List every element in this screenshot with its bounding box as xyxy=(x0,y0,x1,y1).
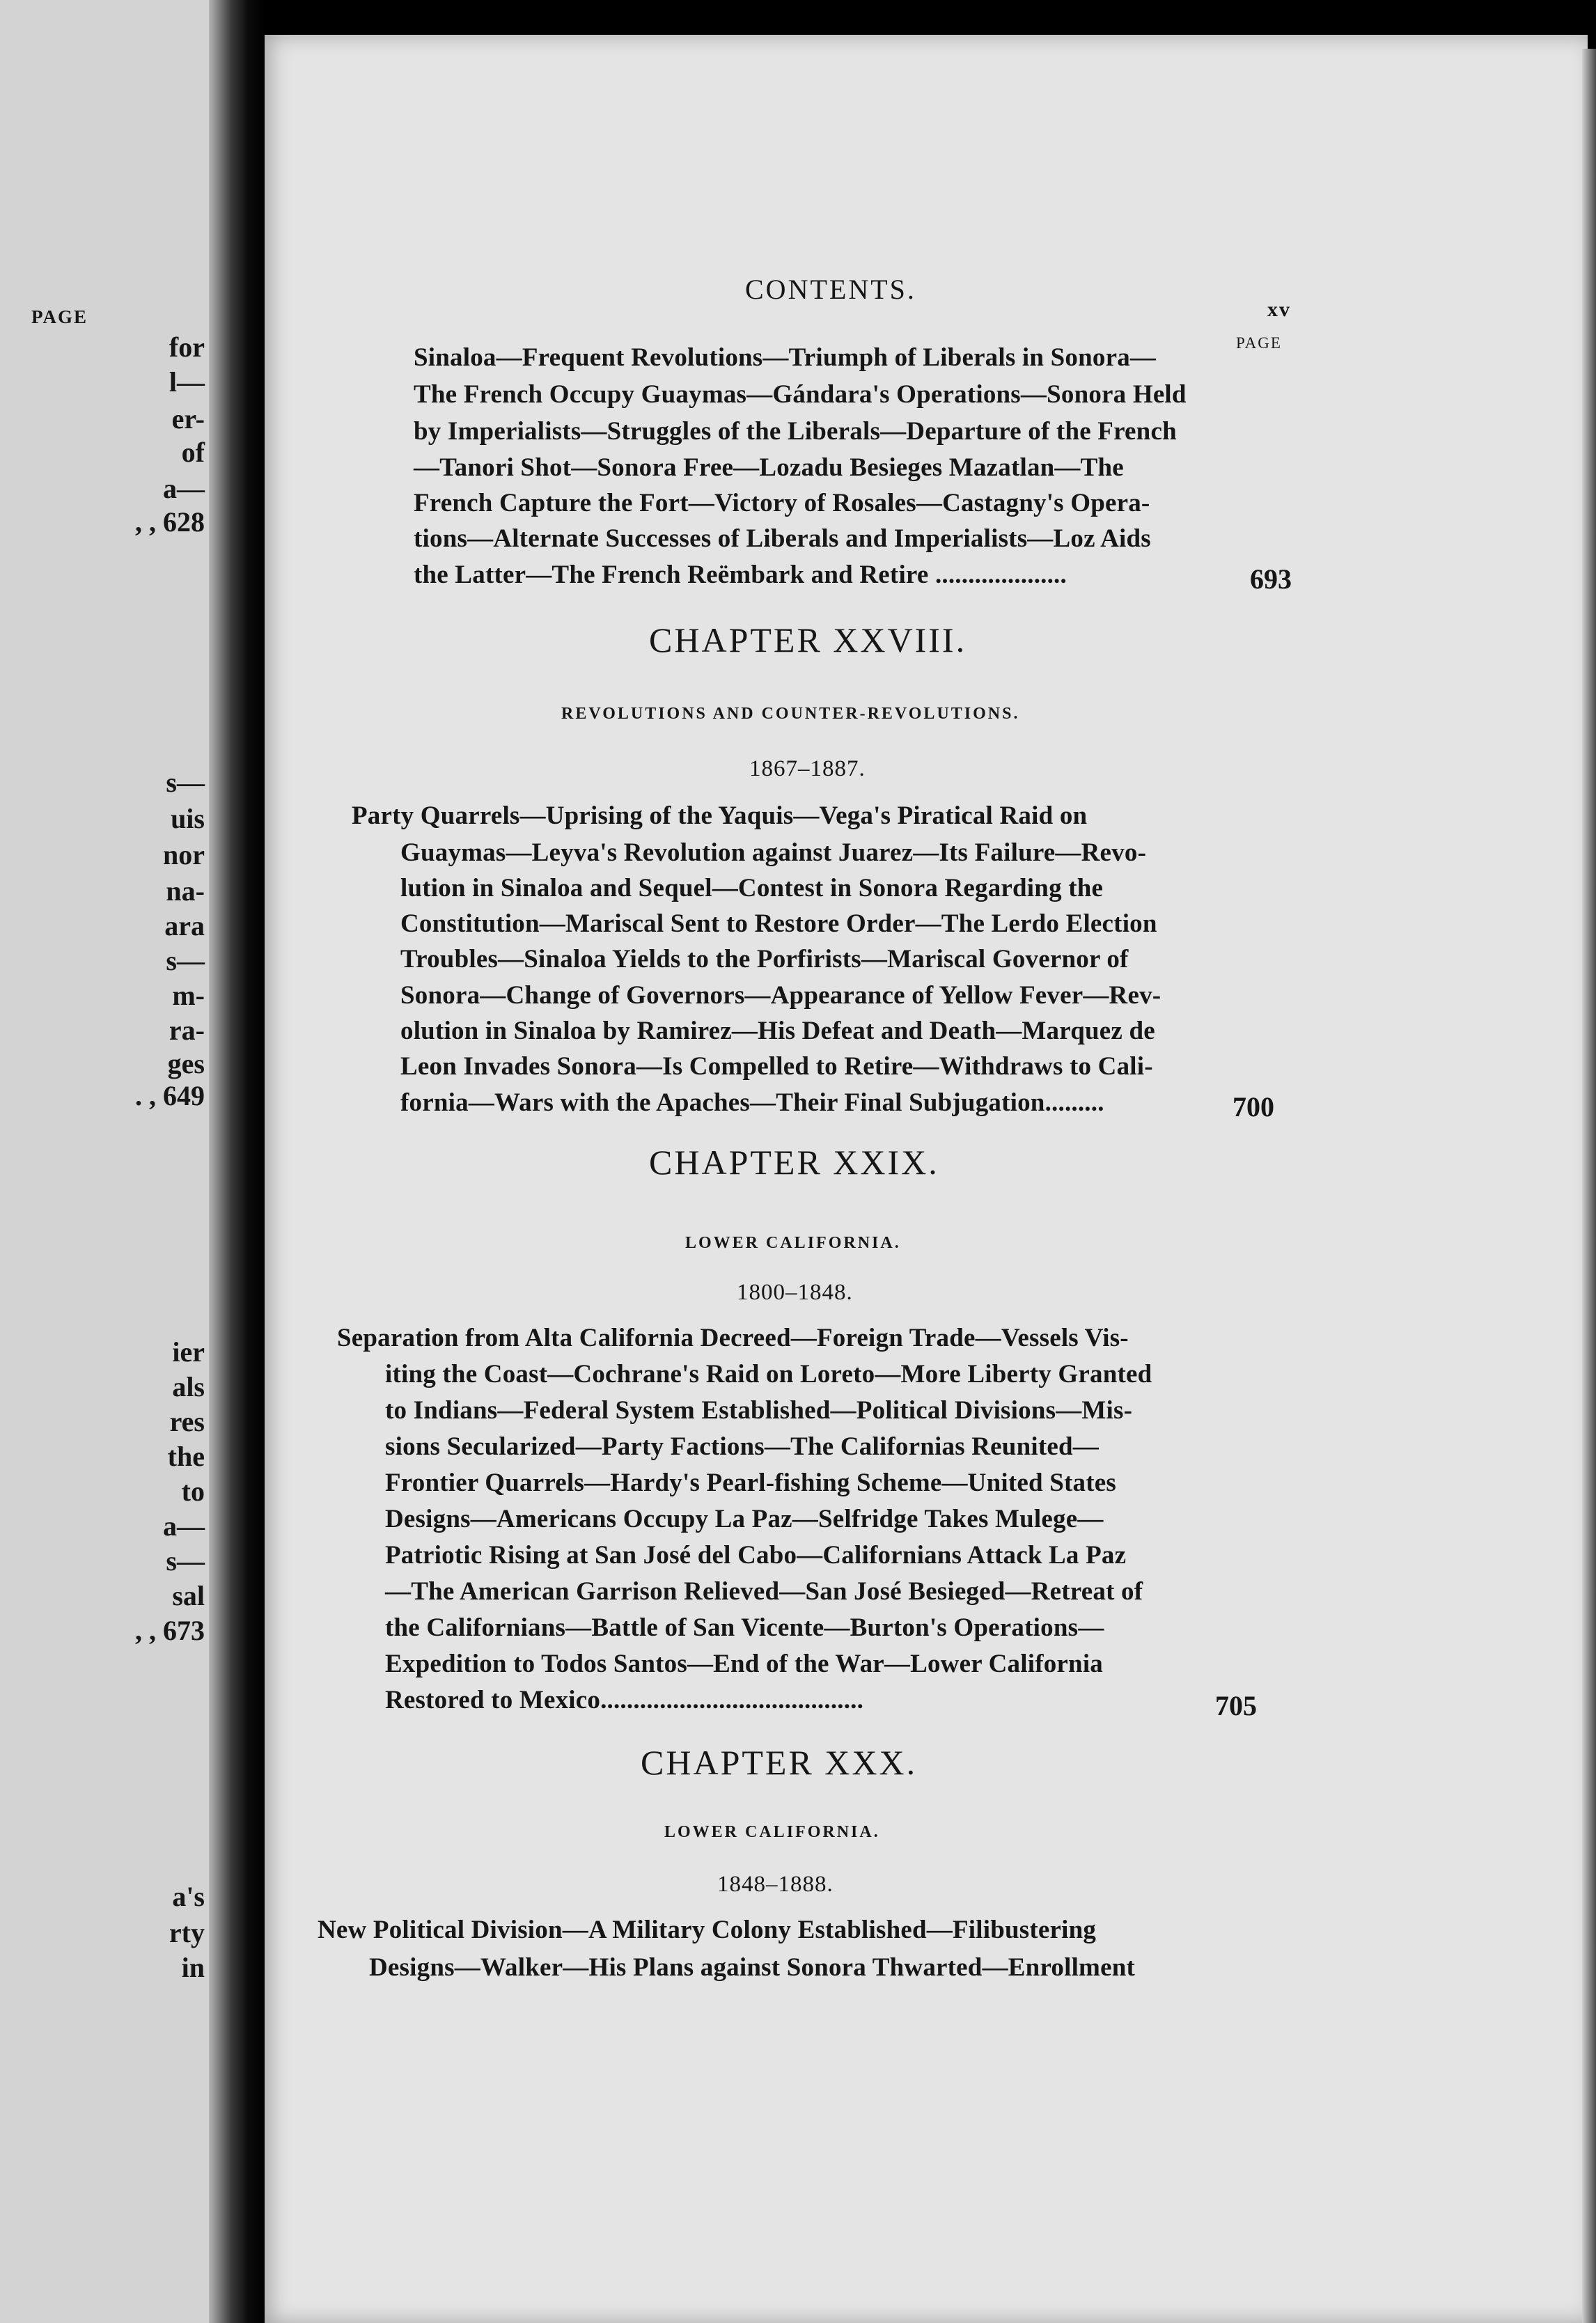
left-fragment: ra- xyxy=(169,1015,205,1046)
left-page-label: PAGE xyxy=(31,306,88,327)
entry-line: sions Secularized—Party Factions—The Californias Reunited— xyxy=(385,1432,1099,1461)
page-number: 705 xyxy=(1215,1690,1257,1721)
left-fragment: s— xyxy=(166,1545,205,1577)
chapter-heading: CHAPTER XXIX. xyxy=(649,1143,939,1182)
left-fragment: for xyxy=(169,331,205,363)
entry-line: the Latter—The French Reëmbark and Retire .................... xyxy=(414,561,1067,589)
entry-line: Party Quarrels—Uprising of the Yaquis—Vega's Piratical Raid on xyxy=(352,801,1088,830)
left-fragment: a— xyxy=(163,1510,205,1542)
entry-line: French Capture the Fort—Victory of Rosales—Castagny's Opera- xyxy=(414,489,1150,517)
entry-line: fornia—Wars with the Apaches—Their Final Subjugation......... xyxy=(400,1088,1104,1117)
left-fragment: in xyxy=(181,1952,205,1983)
entry-line: Leon Invades Sonora—Is Compelled to Retire—Withdraws to Cali- xyxy=(400,1052,1153,1081)
entry-line: olution in Sinaloa by Ramirez—His Defeat and Death—Marquez de xyxy=(400,1017,1155,1045)
left-fragment: na- xyxy=(166,875,205,907)
entry-line: Sonora—Change of Governors—Appearance of Yellow Fever—Rev- xyxy=(400,981,1161,1010)
left-fragment: sal xyxy=(172,1580,205,1611)
entry-line: Restored to Mexico........................................ xyxy=(385,1686,864,1714)
left-fragment: . , 649 xyxy=(135,1080,205,1111)
left-fragment: a's xyxy=(172,1881,205,1912)
left-fragment: s— xyxy=(166,767,205,798)
chapter-dates: 1867–1887. xyxy=(749,756,866,781)
left-fragment: als xyxy=(172,1371,205,1402)
left-fragment: uis xyxy=(171,803,205,834)
chapter-subtitle: REVOLUTIONS AND COUNTER-REVOLUTIONS. xyxy=(561,705,1020,723)
left-fragment: , , 628 xyxy=(135,506,205,538)
entry-line: Frontier Quarrels—Hardy's Pearl-fishing Scheme—United States xyxy=(385,1469,1116,1497)
entry-line: New Political Division—A Military Colony Established—Filibustering xyxy=(318,1916,1097,1944)
entry-line: the Californians—Battle of San Vicente—Burton's Operations— xyxy=(385,1613,1104,1642)
left-fragment: m- xyxy=(172,980,205,1011)
left-fragment: of xyxy=(181,437,205,468)
chapter-dates: 1800–1848. xyxy=(737,1280,853,1305)
chapter-subtitle: LOWER CALIFORNIA. xyxy=(685,1234,901,1252)
entry-line: by Imperialists—Struggles of the Liberals—Departure of the French xyxy=(414,417,1177,446)
page-number: 700 xyxy=(1233,1091,1274,1123)
left-fragment: ges xyxy=(167,1048,205,1079)
page-column-label: PAGE xyxy=(1236,334,1282,352)
chapter-heading: CHAPTER XXVIII. xyxy=(649,620,967,659)
entry-line: Troubles—Sinaloa Yields to the Porfirists—Mariscal Governor of xyxy=(400,945,1129,973)
left-fragment: the xyxy=(167,1441,205,1472)
left-facing-page xyxy=(0,0,209,2323)
entry-line: Constitution—Mariscal Sent to Restore Order—The Lerdo Election xyxy=(400,909,1157,938)
running-head: CONTENTS. xyxy=(745,274,916,305)
page-number: 693 xyxy=(1250,563,1292,595)
entry-line: tions—Alternate Successes of Liberals and Imperialists—Loz Aids xyxy=(414,524,1151,553)
left-fragment: ier xyxy=(172,1336,205,1368)
left-fragment: a— xyxy=(163,473,205,504)
left-fragment: res xyxy=(169,1406,205,1437)
entry-line: Separation from Alta California Decreed—Foreign Trade—Vessels Vis- xyxy=(337,1324,1129,1352)
entry-line: The French Occupy Guaymas—Gándara's Operations—Sonora Held xyxy=(414,380,1187,409)
entry-line: Sinaloa—Frequent Revolutions—Triumph of Liberals in Sonora— xyxy=(414,343,1157,372)
folio: xv xyxy=(1267,298,1291,321)
left-fragment: ara xyxy=(164,910,205,941)
entry-line: lution in Sinaloa and Sequel—Contest in Sonora Regarding the xyxy=(400,874,1104,902)
left-fragment: nor xyxy=(163,839,205,870)
left-fragment: rty xyxy=(169,1917,205,1948)
book-gutter xyxy=(209,0,265,2323)
entry-line: to Indians—Federal System Established—Political Divisions—Mis- xyxy=(385,1396,1133,1425)
left-fragment: er- xyxy=(171,403,205,435)
chapter-dates: 1848–1888. xyxy=(717,1872,834,1897)
entry-line: Designs—Americans Occupy La Paz—Selfridge Takes Mulege— xyxy=(385,1505,1104,1533)
left-fragment: s— xyxy=(166,945,205,976)
left-fragment: to xyxy=(181,1476,205,1507)
entry-line: Expedition to Todos Santos—End of the War—Lower California xyxy=(385,1650,1103,1678)
entry-line: —The American Garrison Relieved—San José Besieged—Retreat of xyxy=(385,1577,1143,1606)
chapter-heading: CHAPTER XXX. xyxy=(641,1743,918,1782)
page-edge xyxy=(1582,49,1596,2323)
left-fragment: l— xyxy=(169,366,205,398)
entry-line: iting the Coast—Cochrane's Raid on Loreto—More Liberty Granted xyxy=(385,1360,1152,1389)
entry-line: Designs—Walker—His Plans against Sonora Thwarted—Enrollment xyxy=(369,1953,1135,1982)
entry-line: —Tanori Shot—Sonora Free—Lozadu Besieges Mazatlan—The xyxy=(414,453,1124,482)
entry-line: Guaymas—Leyva's Revolution against Juarez—Its Failure—Revo- xyxy=(400,838,1147,867)
entry-line: Patriotic Rising at San José del Cabo—Californians Attack La Paz xyxy=(385,1541,1127,1570)
left-fragment: , , 673 xyxy=(135,1615,205,1646)
chapter-subtitle: LOWER CALIFORNIA. xyxy=(664,1823,880,1841)
